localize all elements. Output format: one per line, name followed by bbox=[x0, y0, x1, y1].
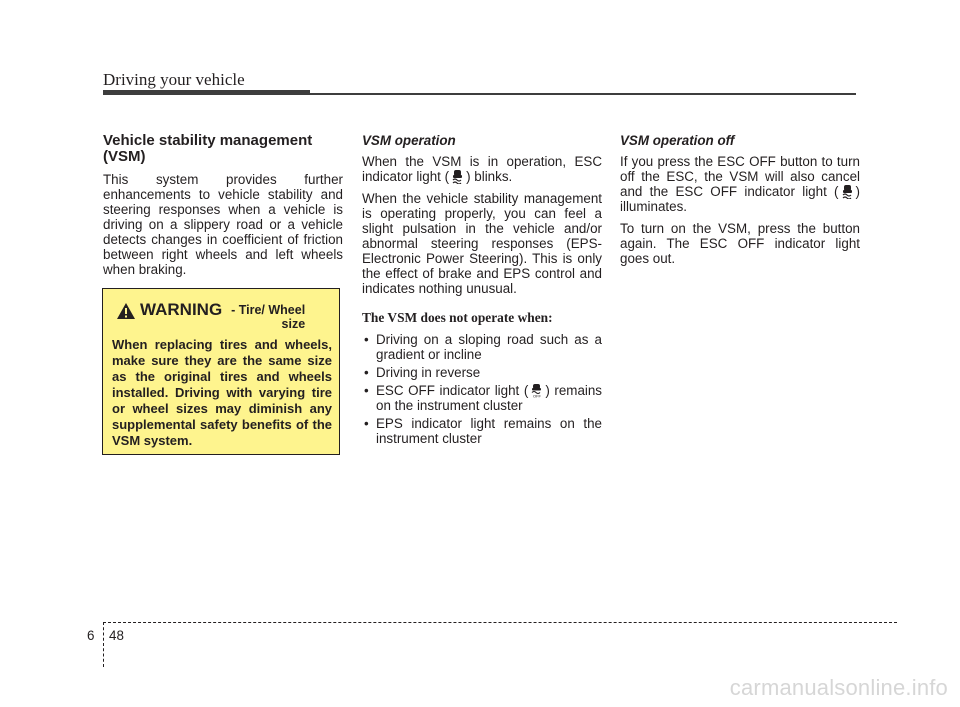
watermark: carmanualsonline.info bbox=[729, 675, 948, 700]
page-section-number: 6 bbox=[87, 628, 95, 643]
page-number: 48 bbox=[109, 628, 124, 643]
warning-triangle-icon bbox=[116, 302, 136, 320]
vsm-off-paragraph-2: To turn on the VSM, press the button again. The ESC OFF indicator light goes out. bbox=[620, 221, 860, 266]
esc-indicator-icon bbox=[451, 169, 464, 184]
column-middle bbox=[362, 133, 602, 449]
section-heading-vsm: Vehicle stability management (VSM) bbox=[103, 132, 313, 165]
svg-text:OFF: OFF bbox=[533, 393, 542, 398]
text-fragment: When the VSM is in operation, ESC indicator light ( bbox=[362, 154, 602, 184]
warning-text: When replacing tires and wheels, make sure they are the same size as the original tires and wheels installed. Driving with varying tire or wheel sizes may diminish any supplemental safety benefits of the VSM system. bbox=[112, 337, 332, 448]
footer-divider bbox=[103, 622, 104, 667]
vsm-off-paragraph-1 bbox=[620, 154, 860, 214]
vsm-intro-paragraph: This system provides further enhancements to vehicle stability and steering responses when a vehicle is driving on a slippery road or a vehicle detects changes in coefficient of friction between right wheels and left wheels when braking. bbox=[103, 172, 343, 277]
warning-subtitle: - Tire/ Wheel size bbox=[231, 303, 306, 331]
vsm-operation-paragraph-2: When the vehicle stability management is operating properly, you can feel a slight pulsation in the vehicle and/or abnormal steering responses (EPS- Electronic Power Steering). This is only the effect of brake and EPS control and indicates nothing unusual. bbox=[362, 191, 602, 296]
text-fragment: ) illuminates. bbox=[620, 184, 860, 214]
column-left bbox=[103, 133, 343, 284]
header-title: Driving your vehicle bbox=[103, 70, 245, 89]
text-fragment: ) remains on the instrument cluster bbox=[376, 383, 603, 413]
esc-indicator-icon bbox=[841, 184, 854, 199]
vsm-off-heading: VSM operation off bbox=[620, 133, 735, 148]
list-item: • EPS indicator light remains on the instrument cluster bbox=[362, 416, 602, 446]
header-rule-thin bbox=[310, 93, 856, 95]
vsm-operation-heading: VSM operation bbox=[362, 133, 456, 148]
text-fragment: ) blinks. bbox=[466, 169, 513, 184]
list-item bbox=[362, 383, 602, 413]
vsm-not-operate-heading: The VSM does not operate when: bbox=[362, 310, 553, 325]
text-fragment: If you press the ESC OFF button to turn off the ESC, the VSM will also cancel and the ESC OFF indicator light ( bbox=[620, 154, 860, 199]
footer-rule bbox=[103, 622, 897, 623]
esc-off-indicator-icon bbox=[530, 383, 543, 398]
list-item: • Driving in reverse bbox=[362, 365, 602, 380]
warning-box bbox=[102, 288, 340, 455]
column-right bbox=[620, 133, 860, 273]
vsm-operation-paragraph-1 bbox=[362, 154, 602, 184]
text-fragment: ESC OFF indicator light ( bbox=[376, 383, 529, 398]
warning-header bbox=[112, 300, 332, 331]
header-rule-thick bbox=[103, 90, 310, 95]
warning-title: WARNING bbox=[140, 300, 223, 319]
list-item: • Driving on a sloping road such as a gradient or incline bbox=[362, 332, 602, 362]
vsm-not-operate-list bbox=[362, 332, 602, 446]
